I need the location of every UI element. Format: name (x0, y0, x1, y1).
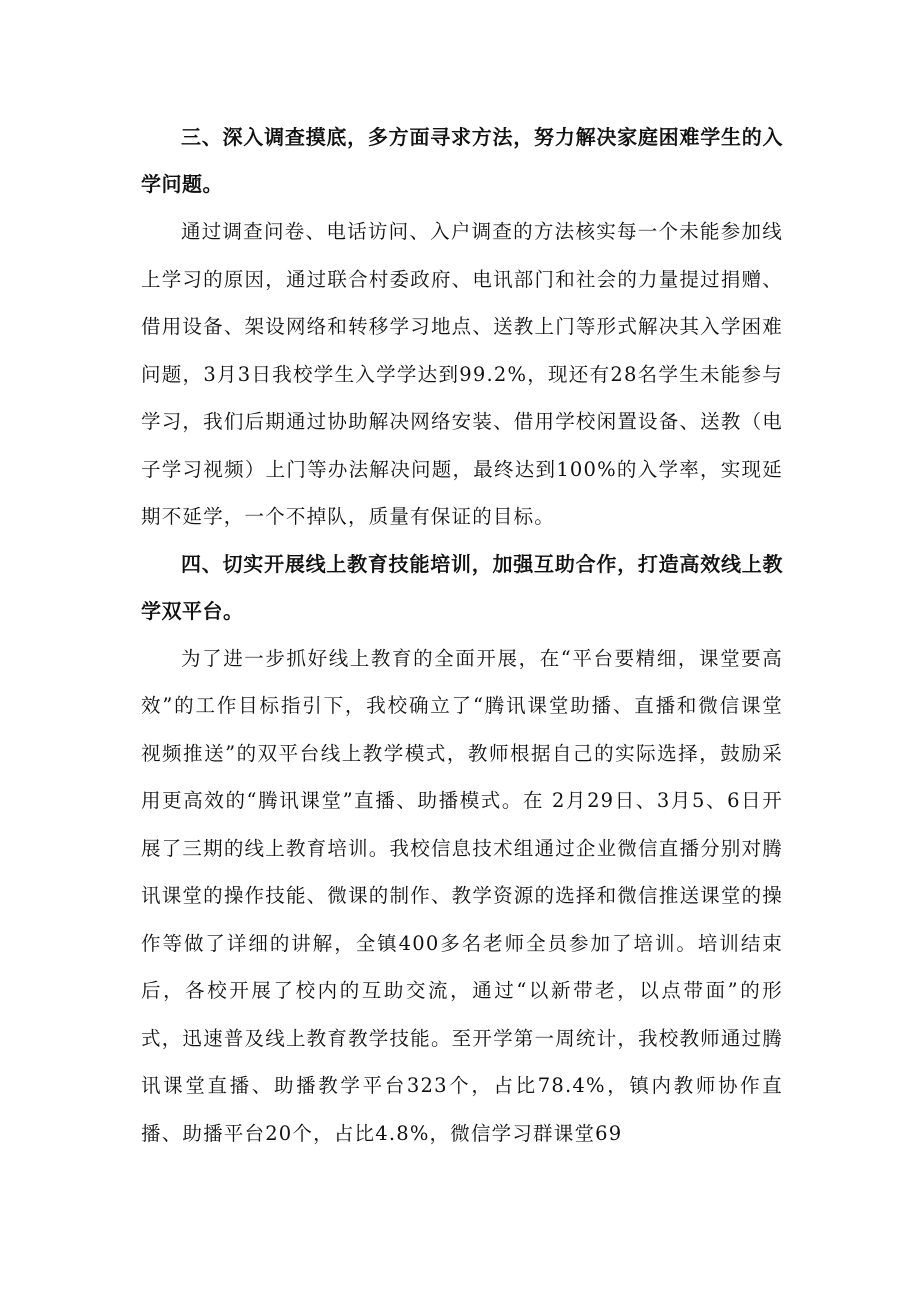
section-3-paragraph: 通过调查问卷、电话访问、入户调查的方法核实每一个未能参加线上学习的原因，通过联合村委政府、电讯部门和社会的力量提过捐赠、借用设备、架设网络和转移学习地点、送教上门等形式解决其入学困难问题，3月3日我校学生入学学达到99.2%，现还有28名学生未能参与学习，我们后期通过协助解决网络安装、借用学校闲置设备、送教（电子学习视频）上门等办法解决问题，最终达到100%的入学率，实现延期不延学，一个不掉队，质量有保证的目标。 (141, 220, 783, 528)
section-3-heading: 三、深入调查摸底，多方面寻求方法，努力解决家庭困难学生的入学问题。 (141, 125, 783, 196)
section-4-heading: 四、切实开展线上教育技能培训，加强互助合作，打造高效线上教学双平台。 (141, 551, 783, 623)
section-4-paragraph: 为了进一步抓好线上教育的全面开展，在“平台要精细，课堂要高效”的工作目标指引下，我校确立了“腾讯课堂助播、直播和微信课堂视频推送”的双平台线上教学模式，教师根据自己的实际选择，鼓励采用更高效的“腾讯课堂”直播、助播模式。在 2月29日、3月5、6日开展了三期的线上教育培训。我校信息技术组通过企业微信直播分别对腾讯课堂的操作技能、微课的制作、教学资源的选择和微信推送课堂的操作等做了详细的讲解，全镇400多名老师全员参加了培训。培训结束后，各校开展了校内的互助交流，通过“以新带老，以点带面”的形式，迅速普及线上教育教学技能。至开学第一周统计，我校教师通过腾讯课堂直播、助播教学平台323个，占比78.4%，镇内教师协作直播、助播平台20个，占比4.8%，微信学习群课堂69 (141, 646, 783, 1145)
document-body (141, 114, 783, 1157)
